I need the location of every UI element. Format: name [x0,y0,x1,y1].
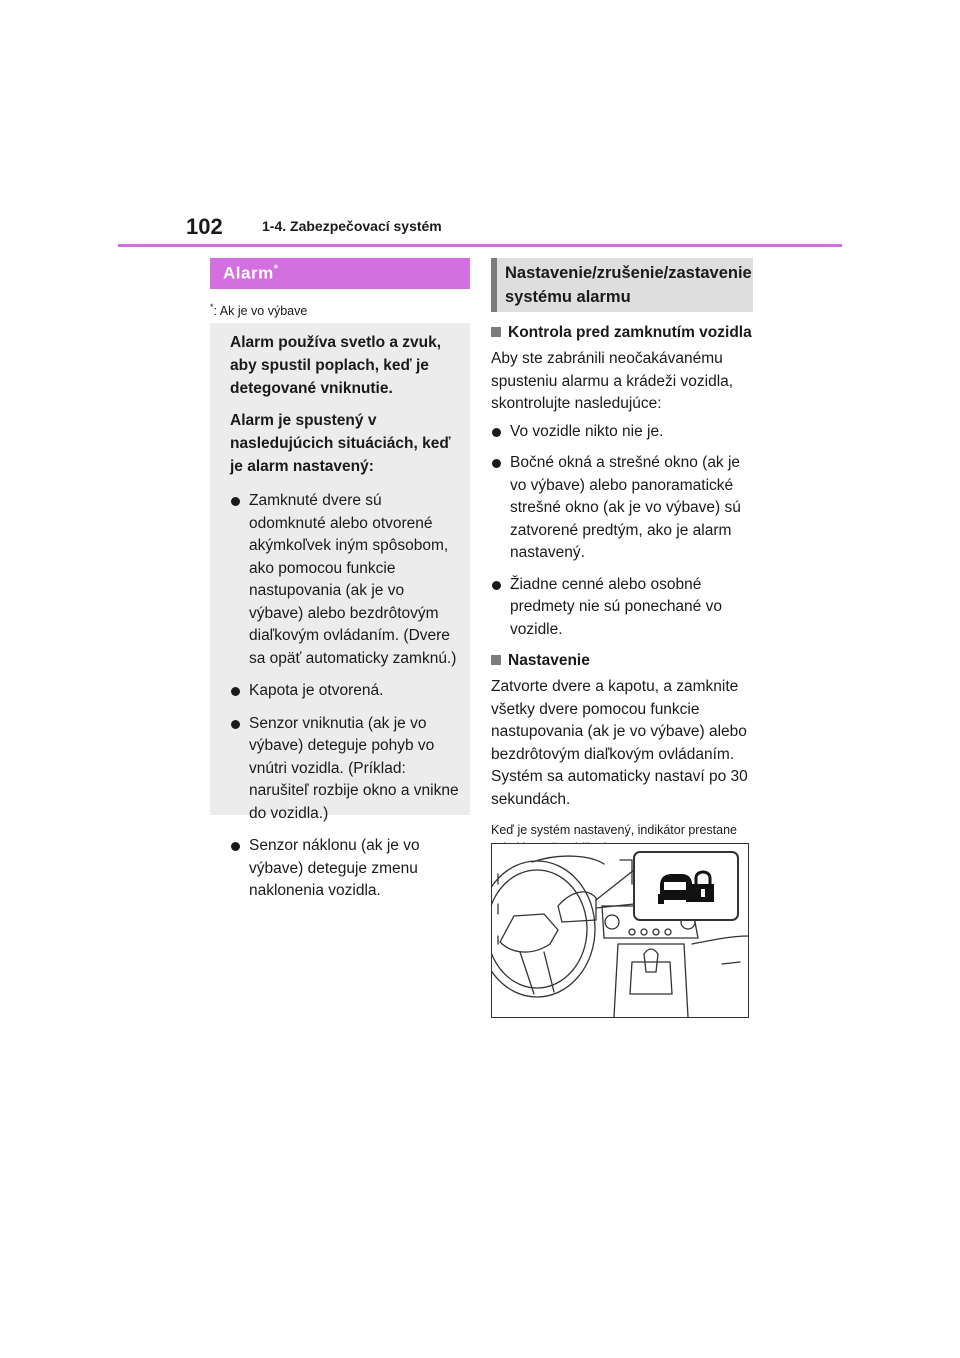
list-item: Zamknuté dvere sú odomknuté alebo otvorené akýmkoľvek iným spôsobom, ako pomocou funkcie nastupovania (ak je vo výbave) alebo bezdrôtovým diaľkovým ovládaním. (Dvere sa opäť automaticky zamknú.) [230,490,460,670]
list-item: Senzor náklonu (ak je vo výbave) deteguje zmenu naklonenia vozidla. [230,835,460,903]
setting-heading: Nastavenie/zrušenie/zastavenie systému alarmu [491,258,753,312]
check-subheading: Kontrola pred zamknutím vozidla [491,322,753,344]
shift-lever-area [630,962,672,994]
footnote-text: : Ak je vo výbave [213,304,308,319]
alarm-trigger-list [230,490,460,903]
list-item: Kapota je otvorená. [230,680,460,703]
alarm-heading-marker: * [273,263,279,275]
alarm-trigger-intro: Alarm je spustený v nasledujúcich situáciách, keď je alarm nastavený: [230,412,451,475]
header-divider [118,244,842,247]
section-title: 1-4. Zabezpečovací systém [262,218,442,234]
footnote-marker: * [210,302,214,312]
list-item: Žiadne cenné alebo osobné predmety nie sú ponechané vo vozidle. [491,574,753,642]
set-subheading: Nastavenie [491,650,753,672]
list-item: Vo vozidle nikto nie je. [491,421,753,444]
page-number: 102 [186,214,223,239]
alarm-heading [210,258,470,289]
check-list [491,421,753,642]
alarm-info-box [210,323,470,899]
dashboard-illustration [491,843,749,1018]
check-intro: Aby ste zabránili neočakávanému spusteniu alarmu a krádeži vozidla, skontrolujte nasledujúce: [491,350,734,412]
steering-wheel-hub [500,914,558,952]
instrument-cluster [558,892,596,922]
right-column [491,258,753,857]
alarm-intro: Alarm používa svetlo a zvuk, aby spustil poplach, keď je detegované vniknutie. [230,334,442,397]
set-text: Zatvorte dvere a kapotu, a zamknite všetky dvere pomocou funkcie nastupovania (ak je vo výbave) alebo bezdrôtovým diaľkovým ovládaním. Systém sa automaticky nastaví po 30 sekundách. [491,678,748,808]
equipment-footnote [210,302,307,318]
dashboard-drawing [492,844,748,1017]
alarm-heading-text: Alarm [223,263,274,283]
set-note: Keď je systém nastavený, indikátor prestane [491,823,738,837]
list-item: Senzor vniknutia (ak je vo výbave) deteguje pohyb vo vnútri vozidla. (Príklad: narušiteľ rozbije okno a vnikne do vozidla.) [230,713,460,826]
list-item: Bočné okná a strešné okno (ak je vo výbave) alebo panoramatické strešné okno (ak je vo výbave) sú zatvorené predtým, ako je alarm nastavený. [491,452,753,565]
